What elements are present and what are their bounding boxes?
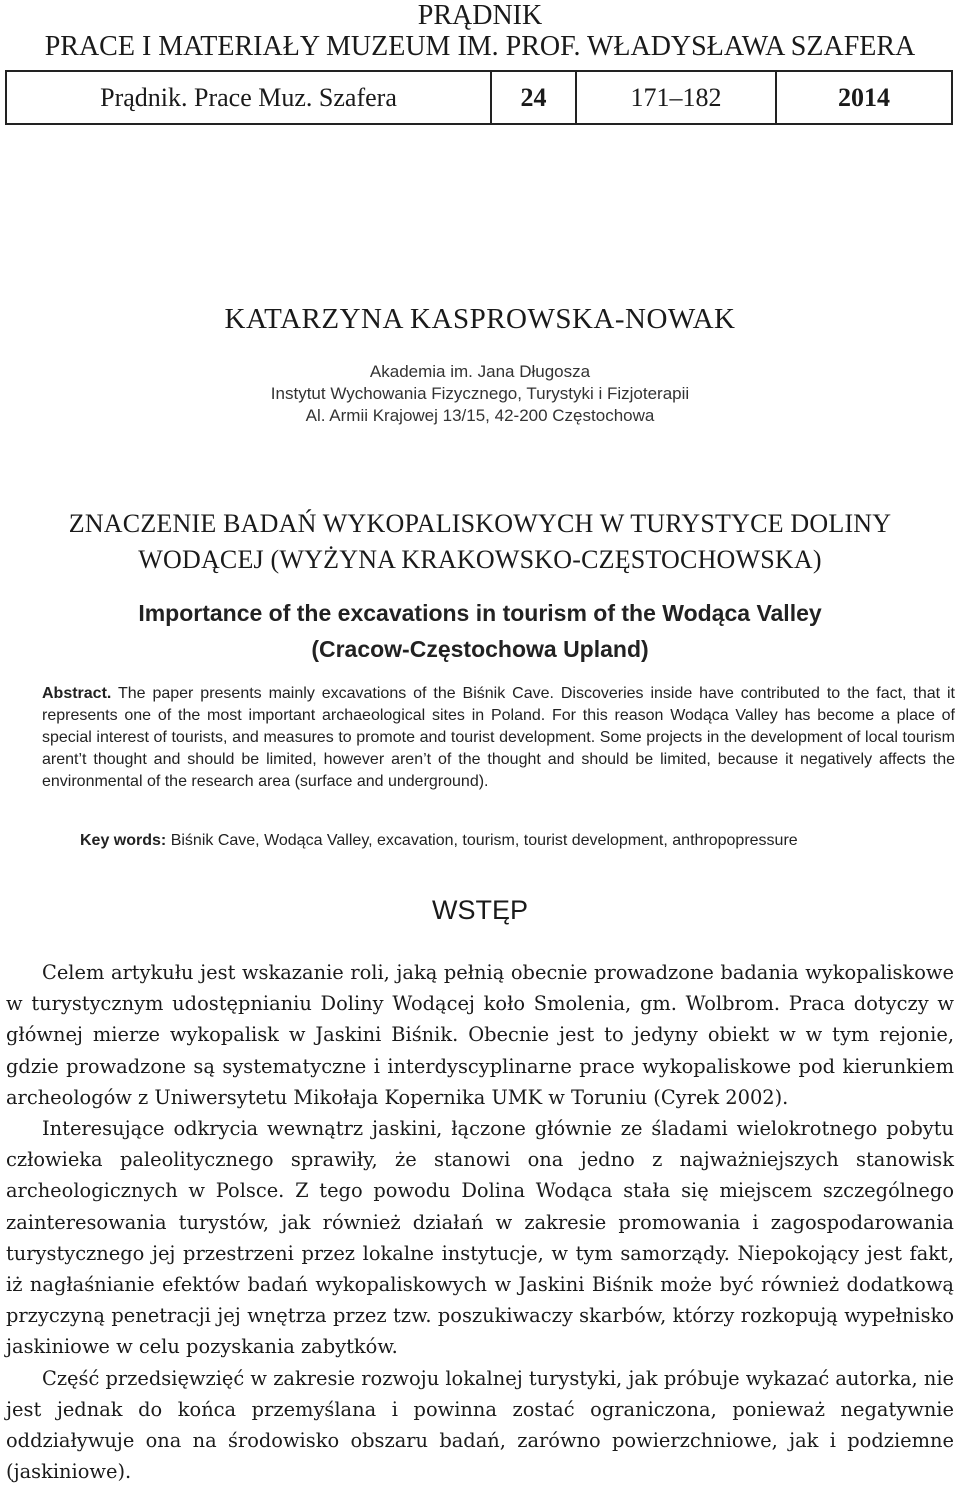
title-english-line-1: Importance of the excavations in tourism of the Wodąca Valley <box>138 600 822 626</box>
keywords-label: Key words: <box>80 832 167 849</box>
author-name: KATARZYNA KASPROWSKA-NOWAK <box>224 303 736 335</box>
affiliation-line-2: Instytut Wychowania Fizycznego, Turystyki i Fizjoterapii <box>270 384 690 403</box>
section-heading: WSTĘP <box>431 895 528 925</box>
affiliation-line-3: Al. Armii Krajowej 13/15, 42-200 Częstochowa <box>305 406 655 425</box>
citation-table <box>5 70 953 125</box>
title-polish <box>0 506 960 578</box>
citation-volume: 24 <box>492 72 577 123</box>
author-affiliation <box>0 361 960 427</box>
affiliation-line-1: Akademia im. Jana Długosza <box>369 362 591 381</box>
keywords-text: Biśnik Cave, Wodąca Valley, excavation, tourism, tourist development, anthropopressure <box>170 832 798 849</box>
title-polish-line-2: WODĄCEJ (WYŻYNA KRAKOWSKO-CZĘSTOCHOWSKA) <box>138 545 822 574</box>
journal-header <box>0 0 960 62</box>
citation-pages: 171–182 <box>577 72 777 123</box>
title-english <box>0 595 960 667</box>
abstract-label: Abstract. <box>42 685 112 702</box>
abstract <box>42 683 955 793</box>
keywords <box>80 830 960 852</box>
body-text <box>6 957 954 1487</box>
journal-name: PRĄDNIK <box>417 0 543 31</box>
citation-year: 2014 <box>838 82 890 112</box>
abstract-text: The paper presents mainly excavations of the Biśnik Cave. Discoveries inside have contributed to the fact, that it represents one of the most important archaeological sites in Poland. For this reason Wodąca Valley has become a place of special interest of tourists, and measures to promote and tourist development. Some projects in the development of local tourism arent’t thought and should be limited, however aren’t of the thought and should be limited, because it negatively affects the environmental of the research area (surface and underground). <box>42 685 956 790</box>
citation-abbrev: Prądnik. Prace Muz. Szafera <box>7 72 492 123</box>
journal-series: PRACE I MATERIAŁY MUZEUM IM. PROF. WŁADYSŁAWA SZAFERA <box>44 31 916 62</box>
title-english-line-2: (Cracow-Częstochowa Upland) <box>311 636 649 662</box>
body-paragraph-3: Część przedsięwzięć w zakresie rozwoju lokalnej turystyki, jak próbuje wykazać autorka, nie jest jednak do końca przemyślana i powinna zostać ograniczona, ponieważ negatywnie oddziaływuje ona na środowisko obszaru badań, zarówno powierzchniowe, jak i podziemne (jaskiniowe). <box>6 1366 955 1484</box>
body-paragraph-1: Celem artykułu jest wskazanie roli, jaką pełnią obecnie prowadzone badania wykopaliskowe w turystycznym udostępnianiu Doliny Wodącej koło Smolenia, gm. Wolbrom. Praca dotyczy w głównej mierze wykopalisk w Jaskini Biśnik. Obecnie jest to jedyny obiekt w w tym rejonie, gdzie prowadzone są systematyczne i interdyscyplinarne prace wykopaliskowe pod kierunkiem archeologów z Uniwersytetu Mikołaja Kopernika UMK w Toruniu (Cyrek 2002). <box>6 961 954 1109</box>
title-polish-line-1: ZNACZENIE BADAŃ WYKOPALISKOWYCH W TURYSTYCE DOLINY <box>68 509 892 538</box>
body-paragraph-2: Interesujące odkrycia wewnątrz jaskini, łączone głównie ze śladami wielokrotnego pobytu człowieka paleolitycznego sprawiły, że stanowi ona jedno z najważniejszych stanowisk archeologicznych w Polsce. Z tego powodu Dolina Wodąca stała się miejscem szczególnego zainteresowania turystów, jak również działań w zakresie promowania i zagospodarowania turystycznego jej przestrzeni przez lokalne instytucje, w tym samorządy. Niepokojący jest fakt, iż nagłaśnianie efektów badań wykopaliskowych w Jaskini Biśnik może być również dodatkową przyczyną penetracji jej wnętrza przez tzw. poszukiwaczy skarbów, którzy rozkopują wypełnisko jaskiniowe w celu pozyskania zabytków. <box>6 1117 954 1359</box>
